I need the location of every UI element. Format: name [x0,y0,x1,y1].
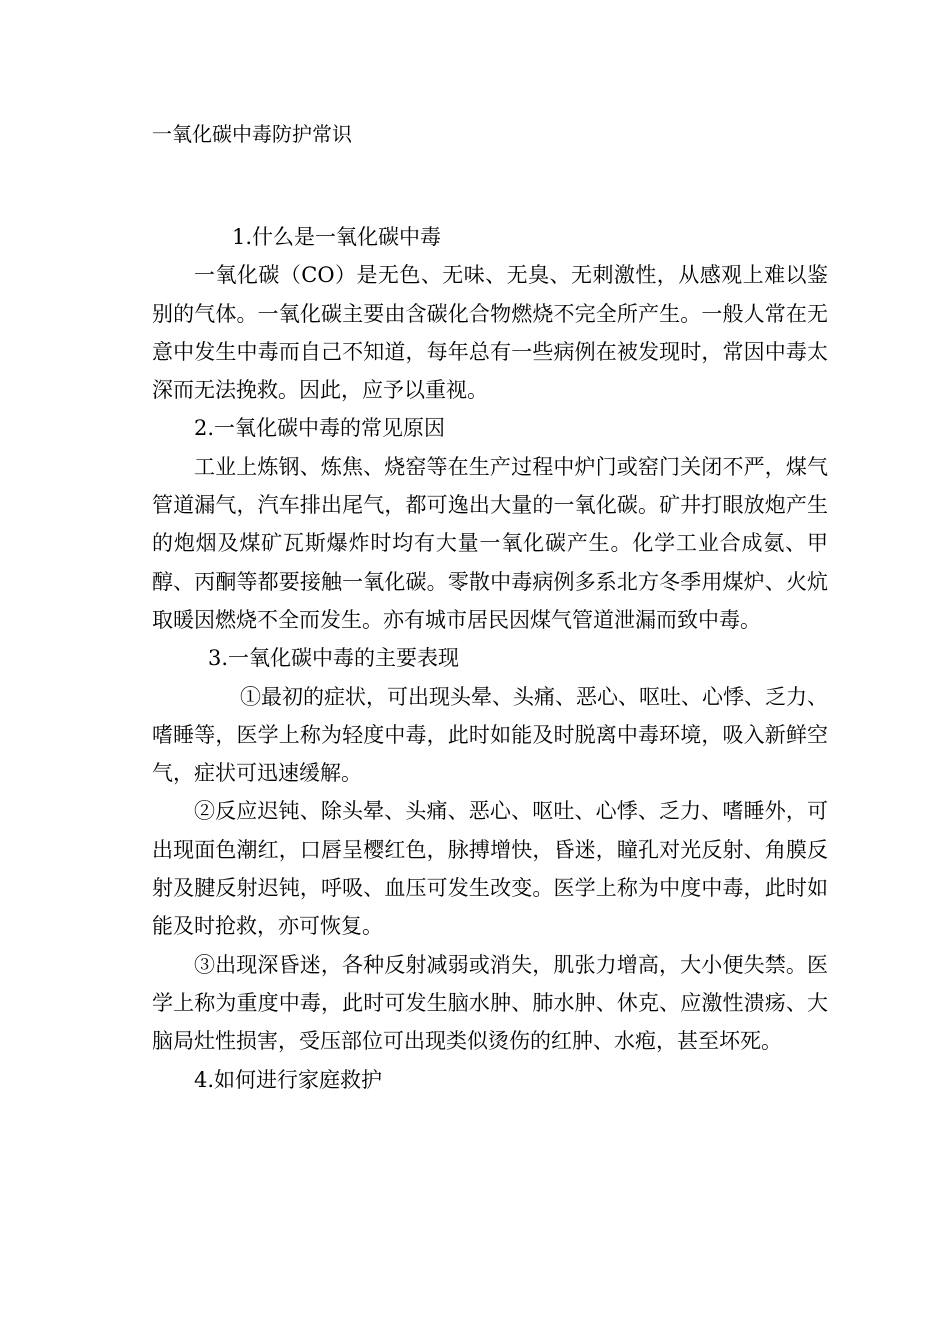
paragraph-mild-poisoning: ①最初的症状，可出现头晕、头痛、恶心、呕吐、心悸、乏力、嗜睡等，医学上称为轻度中毒，此时如能及时脱离中毒环境，吸入新鲜空气，症状可迅速缓解。 [152,684,828,786]
document-body [152,218,828,1099]
paragraph-moderate-poisoning: ②反应迟钝、除头晕、头痛、恶心、呕吐、心悸、乏力、嗜睡外，可出现面色潮红，口唇呈樱红色，脉搏增快，昏迷，瞳孔对光反射、角膜反射及腱反射迟钝，呼吸、血压可发生改变。医学上称为中度中毒，此时如能及时抢救，亦可恢复。 [152,799,828,939]
paragraph-common-causes: 工业上炼钢、炼焦、烧窑等在生产过程中炉门或窑门关闭不严，煤气管道漏气，汽车排出尾气，都可逸出大量的一氧化碳。矿井打眼放炮产生的炮烟及煤矿瓦斯爆炸时均有大量一氧化碳产生。化学工业合成氨、甲醇、丙酮等都要接触一氧化碳。零散中毒病例多系北方冬季用煤炉、火炕取暖因燃烧不全而发生。亦有城市居民因煤气管道泄漏而致中毒。 [152,454,828,632]
section-heading-3: 3.一氧化碳中毒的主要表现 [208,646,460,671]
document-title: 一氧化碳中毒防护常识 [152,122,352,146]
section-heading-2: 2.一氧化碳中毒的常见原因 [194,416,446,441]
section-heading-1: 1.什么是一氧化碳中毒 [232,225,442,249]
section-heading-4: 4.如何进行家庭救护 [194,1067,383,1092]
paragraph-co-definition: 一氧化碳（CO）是无色、无味、无臭、无刺激性，从感观上难以鉴别的气体。一氧化碳主要由含碳化合物燃烧不完全所产生。一般人常在无意中发生中毒而自己不知道，每年总有一些病例在被发现时，常因中毒太深而无法挽救。因此，应予以重视。 [152,263,828,403]
paragraph-severe-poisoning: ③出现深昏迷，各种反射减弱或消失，肌张力增高，大小便失禁。医学上称为重度中毒，此时可发生脑水肿、肺水肿、休克、应激性溃疡、大脑局灶性损害，受压部位可出现类似烫伤的红肿、水疱，甚至坏死。 [152,952,828,1054]
